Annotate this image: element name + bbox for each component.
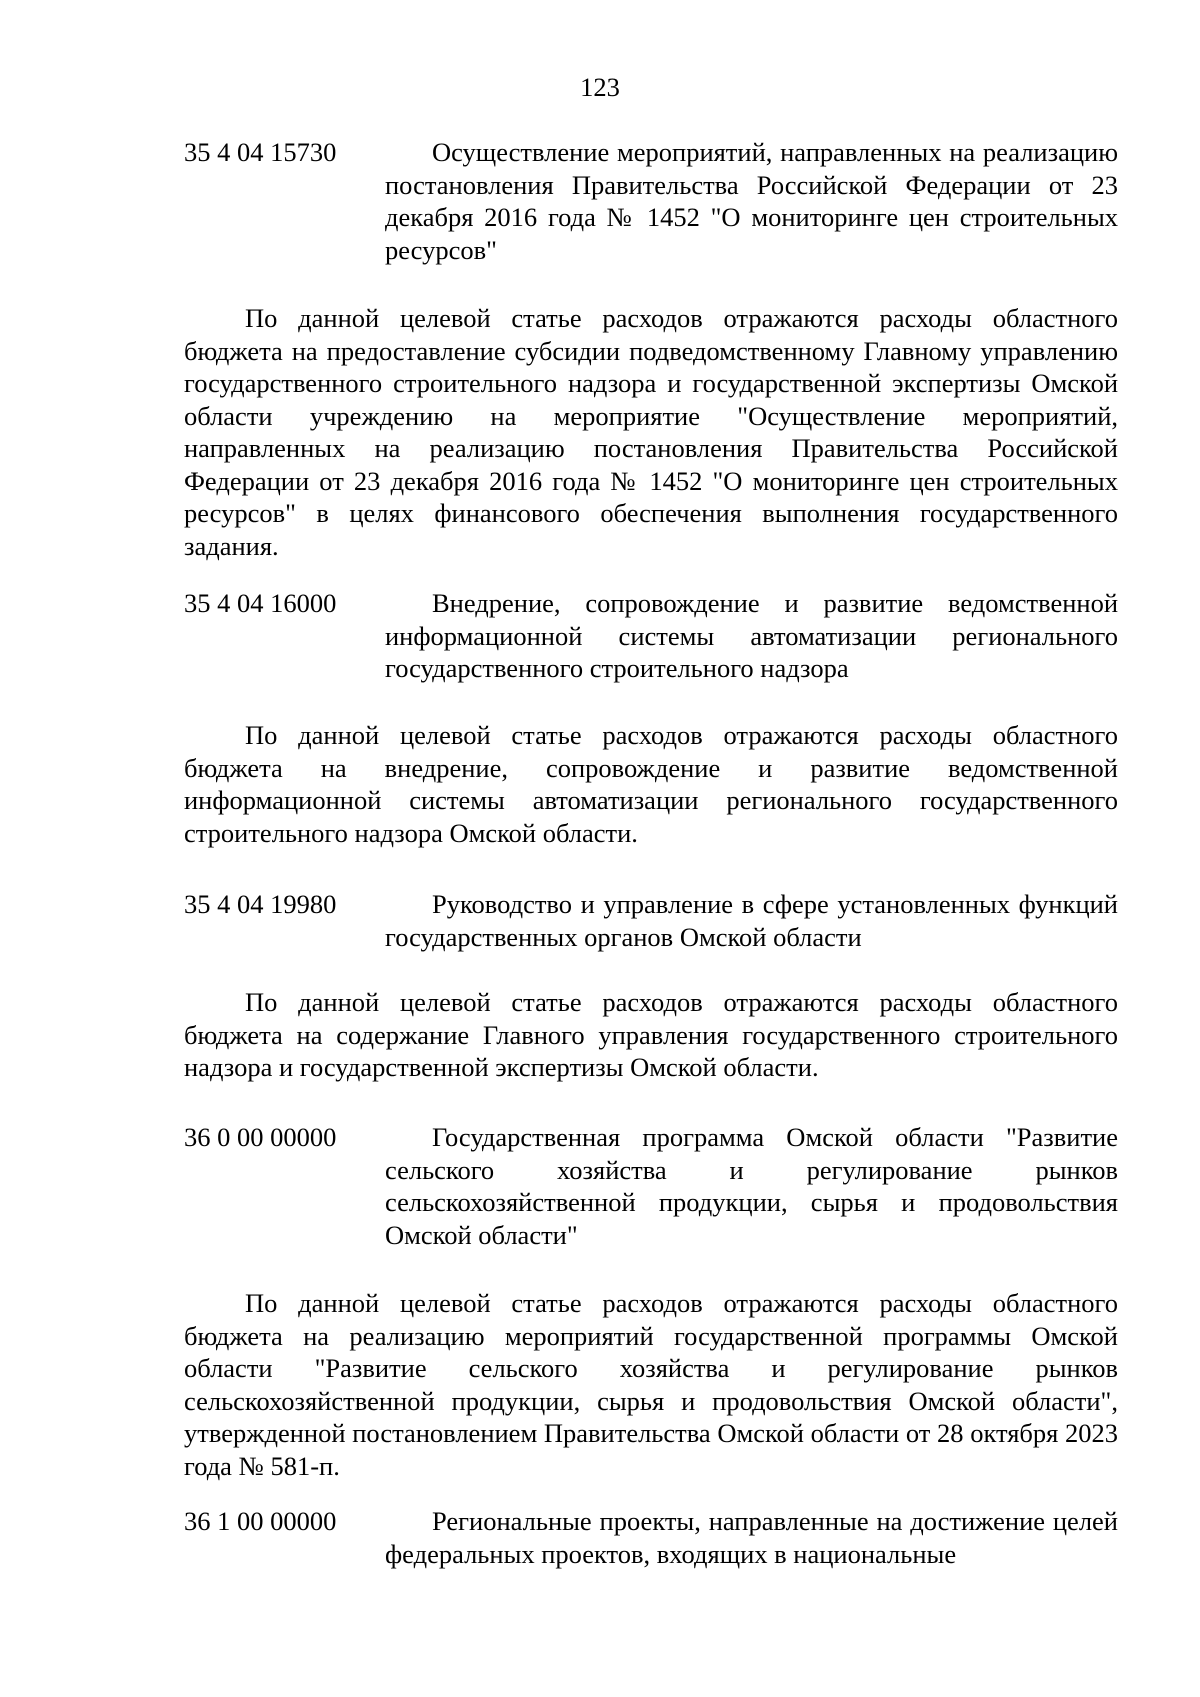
budget-entry-35-4-04-16000	[184, 587, 1118, 685]
entry-description: По данной целевой статье расходов отражаются расходы областного бюджета на предоставление субсидии подведомственному Главному управлению государственного строительного надзора и государственной экспертизы Омской области учреждению на мероприятие "Осуществление мероприятий, направленных на реализацию постановления Правительства Российской Федерации от 23 декабря 2016 года № 1452 "О мониторинге цен строительных ресурсов" в целях финансового обеспечения выполнения государственного задания.	[184, 303, 1118, 561]
entry-code: 35 4 04 15730	[184, 137, 337, 167]
budget-entry-35-4-04-15730	[184, 136, 1118, 266]
entry-title: Осуществление мероприятий, направленных на реализацию постановления Правительства Российской Федерации от 23 декабря 2016 года № 1452 "О мониторинге цен строительных ресурсов"	[385, 137, 1118, 265]
entry-code: 35 4 04 19980	[184, 889, 337, 919]
entry-code: 36 0 00 00000	[184, 1122, 337, 1152]
entry-code: 36 1 00 00000	[184, 1506, 337, 1536]
entry-title: Региональные проекты, направленные на достижение целей федеральных проектов, входящих в национальные	[385, 1506, 1118, 1569]
budget-entry-35-4-04-19980	[184, 888, 1118, 953]
entry-code: 35 4 04 16000	[184, 588, 337, 618]
budget-entry-36-0-00-00000	[184, 1121, 1118, 1251]
entry-description: По данной целевой статье расходов отражаются расходы областного бюджета на содержание Главного управления государственного строительного надзора и государственной экспертизы Омской области.	[184, 987, 1118, 1082]
page-number: 123	[580, 72, 620, 102]
budget-entry-36-1-00-00000	[184, 1505, 1118, 1570]
entry-title: Руководство и управление в сфере установленных функций государственных органов Омской области	[385, 889, 1118, 952]
entry-description: По данной целевой статье расходов отражаются расходы областного бюджета на внедрение, сопровождение и развитие ведомственной информационной системы автоматизации регионального государственного строительного надзора Омской области.	[184, 720, 1118, 848]
entry-title: Государственная программа Омской области "Развитие сельского хозяйства и регулирование рынков сельскохозяйственной продукции, сырья и продовольствия Омской области"	[385, 1122, 1118, 1250]
entry-description: По данной целевой статье расходов отражаются расходы областного бюджета на реализацию мероприятий государственной программы Омской области "Развитие сельского хозяйства и регулирование рынков сельскохозяйственной продукции, сырья и продовольствия Омской области", утвержденной постановлением Правительства Омской области от 28 октября 2023 года № 581-п.	[184, 1288, 1118, 1481]
entry-title: Внедрение, сопровождение и развитие ведомственной информационной системы автоматизации регионального государственного строительного надзора	[385, 588, 1118, 683]
